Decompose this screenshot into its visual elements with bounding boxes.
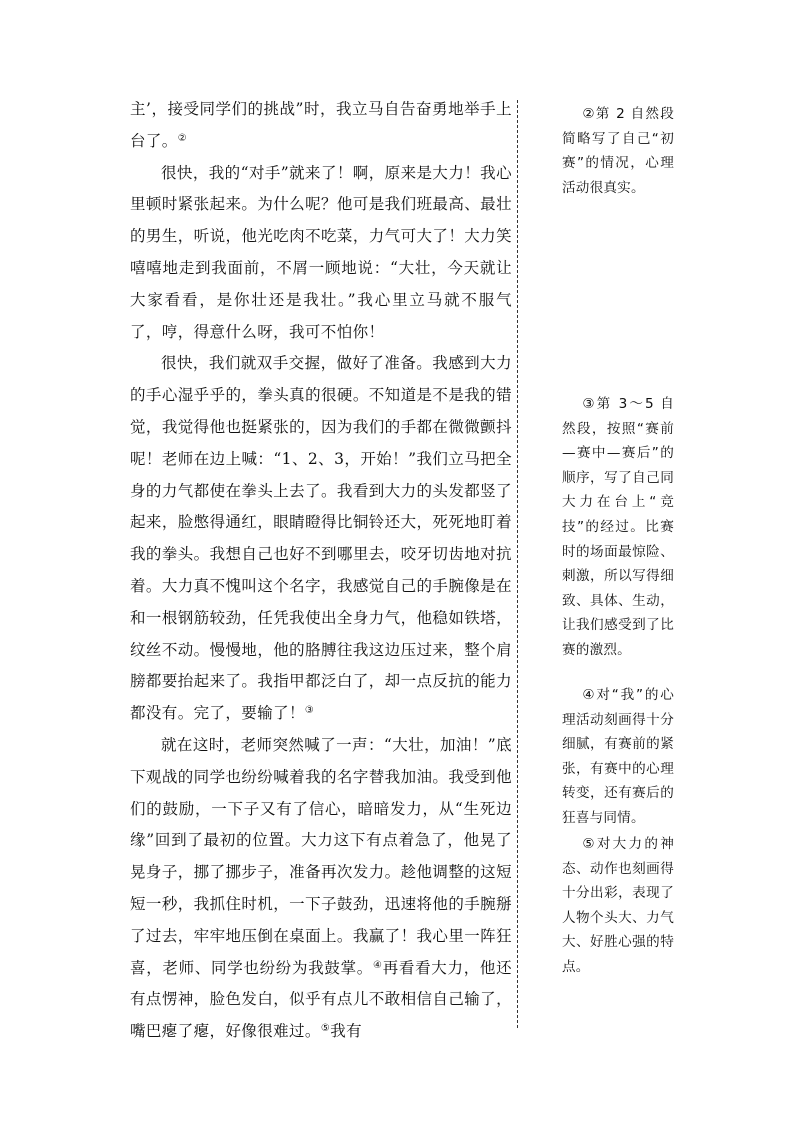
margin-note-3: ③第 3～5 自然段，按照“赛前—赛中—赛后”的顺序，写了自己同大力在台上“竞技”的经过。比赛时的场面最惊险、刺激，所以写得细致、具体、生动，让我们感受到了比赛的激烈。	[562, 396, 674, 658]
margin-note-2: ②第 2 自然段简略写了自己“初赛”的情况，心理活动很真实。	[562, 106, 674, 196]
paragraph-3: 很快，我们就双手交握，做好了准备。我感到大力的手心湿乎乎的，拳头真的很硬。不知道是不是我的错觉，我觉得他也挺紧张的，因为我们的手都在微微颤抖呢！老师在边上喊：“1、2、3，开始！”我们立马把全身的力气都使在拳头上去了。我看到大力的头发都竖了起来，脸憋得通红，眼睛瞪得比铜铃还大，死死地盯着我的拳头。我想自己也好不到哪里去，咬牙切齿地对抗着。大力真不愧叫这个名字，我感觉自己的手腕像是在和一根钢筋较劲，任凭我使出全身力气，他稳如铁塔，纹丝不动。慢慢地，他的胳膊往我这边压过来，整个肩膀都要抬起来了。我指甲都泛白了，却一点反抗的能力都没有。完了，要输了！③	[130, 354, 512, 723]
paragraph-2: 很快，我的“对手”就来了！啊，原来是大力！我心里顿时紧张起来。为什么呢？他可是我们班最高、最壮的男生，听说，他光吃肉不吃菜，力气可大了！大力笑嘻嘻地走到我面前，不屑一顾地说：“大壮，今天就让大家看看，是你壮还是我壮。”我心里立马就不服气了，哼，得意什么呀，我可不怕你！	[130, 163, 512, 341]
annotation-marker-5: ⑤	[320, 1023, 331, 1035]
annotation-marker-4: ④	[373, 959, 383, 971]
annotation-marker-2: ②	[177, 132, 188, 144]
annotation-marker-3: ③	[304, 705, 315, 717]
main-text	[130, 94, 512, 1048]
dashed-divider	[517, 100, 518, 1028]
paragraph-4: 就在这时，老师突然喊了一声：“大壮，加油！”底下观战的同学也纷纷喊着我的名字替我加油。我受到他们的鼓励，一下子又有了信心，暗暗发力，从“生死边缘”回到了最初的位置。大力这下有点着急了，他晃了晃身子，挪了挪步子，准备再次发力。趁他调整的这短短一秒，我抓住时机，一下子鼓劲，迅速将他的手腕掰了过去，牢牢地压倒在桌面上。我赢了！我心里一阵狂喜，老师、同学也纷纷为我鼓掌。④再看看大力，他还有点愣神，脸色发白，似乎有点儿不敢相信自己输了，嘴巴瘪了瘪，好像很难过。⑤我有	[130, 735, 512, 1041]
margin-note-5: ⑤对大力的神态、动作也刻画得十分出彩，表现了人物个头大、力气大、好胜心强的特点。	[562, 836, 674, 975]
margin-note-4: ④对“我”的心理活动刻画得十分细腻，有赛前的紧张，有赛中的心理转变，还有赛后的狂喜与同情。	[562, 687, 674, 826]
paragraph-1: 主’，接受同学们的挑战”时，我立马自告奋勇地举手上台了。②	[130, 100, 512, 150]
